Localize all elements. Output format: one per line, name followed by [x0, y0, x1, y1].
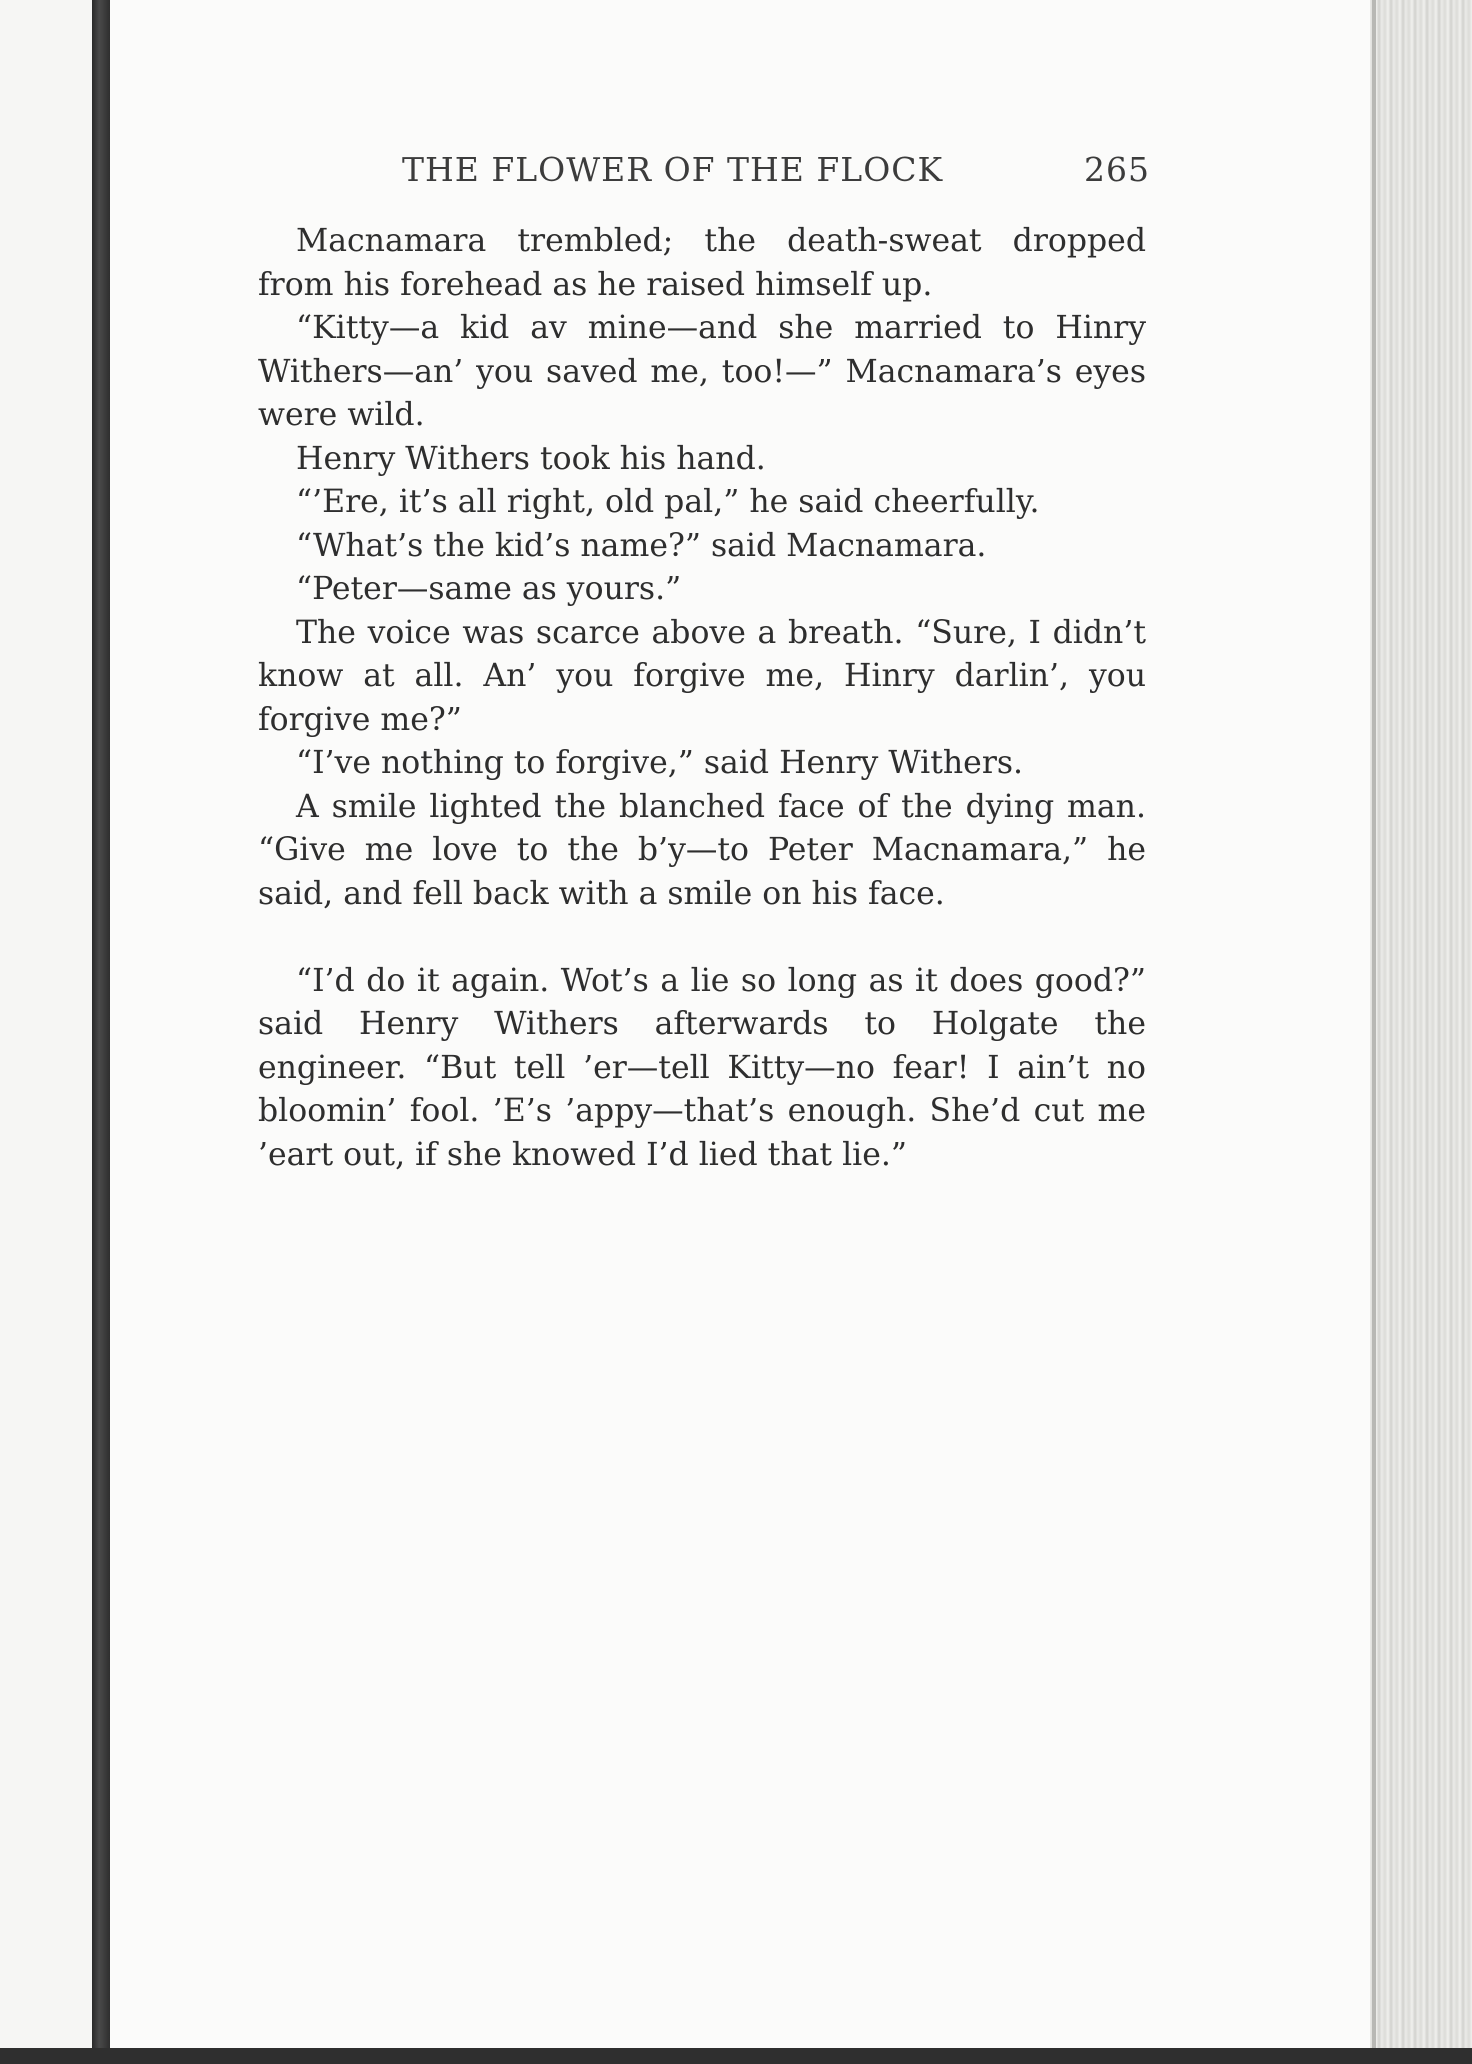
- page-edge-shadow: [1372, 0, 1376, 2064]
- paragraph: The voice was scarce above a breath. “Sure, I didn’t know at all. An’ you forgive me, Hinry darlin’, you forgive me?”: [258, 614, 1146, 738]
- page-number: 265: [1084, 150, 1150, 189]
- paragraph: “Peter—same as yours.”: [296, 571, 682, 607]
- page-block-edges: [1370, 0, 1472, 2064]
- running-head-title: THE FLOWER OF THE FLOCK: [402, 150, 944, 189]
- facing-page-edge: [0, 0, 92, 2064]
- paragraph: “Kitty—a kid av mine—and she married to Hinry Withers—an’ you saved me, too!—” Macnamara’s eyes were wild.: [258, 310, 1146, 433]
- body-text: [258, 220, 1146, 1177]
- paragraph: Henry Withers took his hand.: [296, 440, 766, 477]
- paragraph: “’Ere, it’s all right, old pal,” he said cheerfully.: [296, 484, 1040, 520]
- paragraph: Macnamara trembled; the death-sweat dropped from his forehead as he raised himself up.: [258, 223, 1146, 303]
- paragraph: “I’d do it again. Wot’s a lie so long as it does good?” said Henry Withers afterwards to Holgate the engineer. “But tell ’er—tell Kitty—no fear! I ain’t no bloomin’ fool. ’E’s ’appy—that’s enough. She’d cut me ’eart out, if she knowed I’d lied that lie.”: [258, 962, 1146, 1173]
- paragraph: A smile lighted the blanched face of the dying man. “Give me love to the b’y—to Peter Macnamara,” he said, and fell back with a smile on his face.: [258, 788, 1146, 912]
- running-head: [254, 150, 1150, 194]
- paragraph: “What’s the kid’s name?” said Macnamara.: [296, 527, 987, 564]
- paragraph: “I’ve nothing to forgive,” said Henry Withers.: [296, 745, 1024, 781]
- scan-bottom-border: [0, 2048, 1472, 2064]
- book-gutter: [92, 0, 110, 2064]
